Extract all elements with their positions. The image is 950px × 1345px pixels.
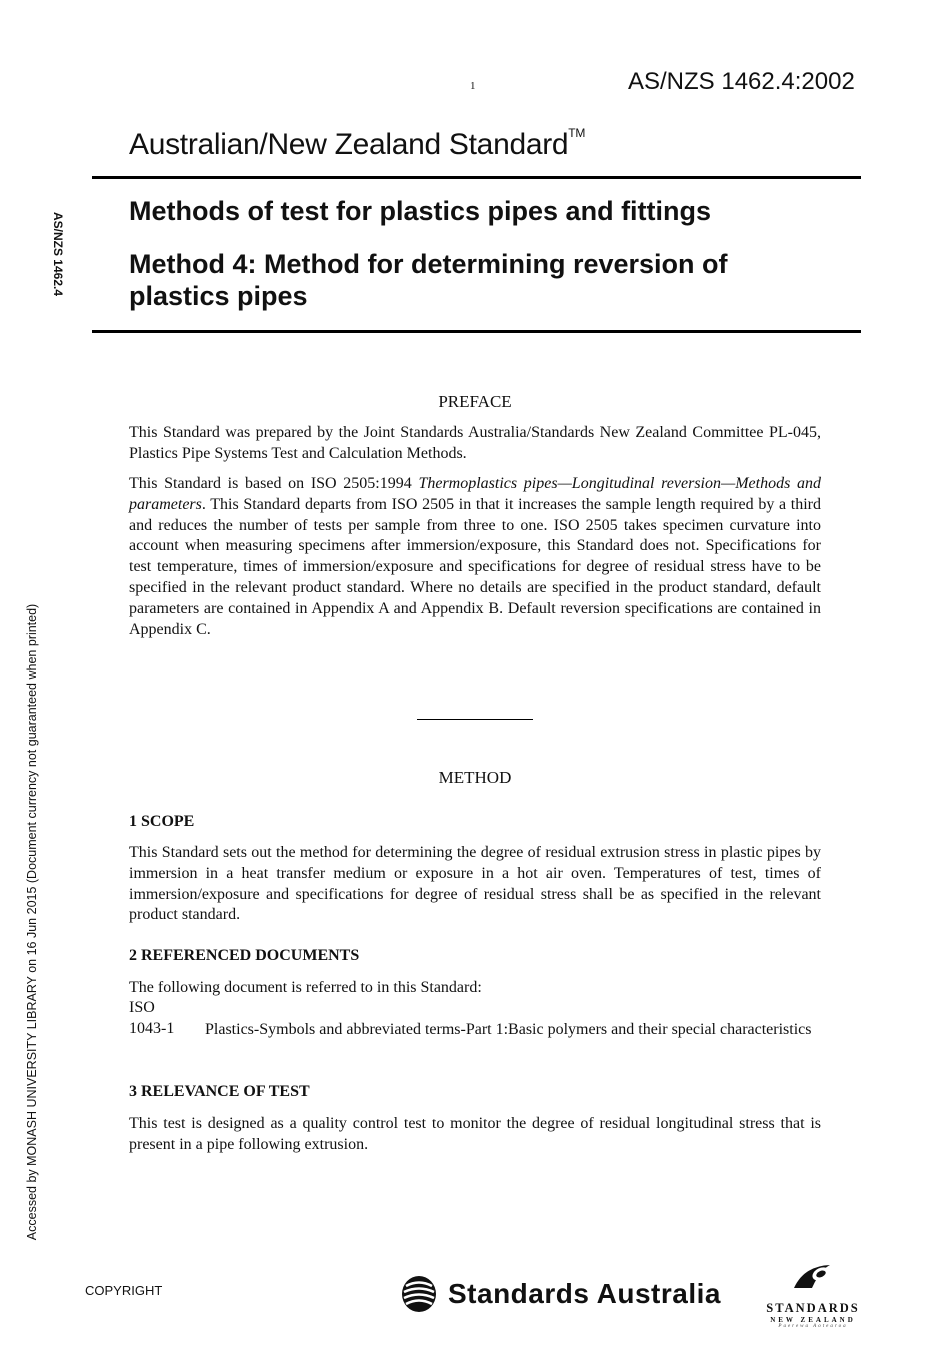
snz-wordmark: STANDARDS: [766, 1301, 860, 1315]
snz-tagline: Paerewa Aotearoa: [778, 1324, 848, 1329]
copyright-label: COPYRIGHT: [85, 1283, 163, 1298]
preface-p2-rest: . This Standard departs from ISO 2505 in that it increases the sample length required by a third and reduces the number of tests per sample from three to one. ISO 2505 takes specimen curvature into account when measuring specimens after immersion/exposure, this Standard does not. Specifications for test temperature, times of immersion/exposure and specifications for degree of residual stress have to be specified in the relevant product standard. Where no details are specified in the product standard, default parameters are contained in Appendix A and Appendix B. Default reversion specifications are contained in Appendix C.: [129, 495, 821, 638]
standards-new-zealand-logo: [752, 1262, 874, 1329]
method-heading: METHOD: [438, 768, 512, 787]
referenced-documents-intro: The following document is referred to in this Standard:: [129, 979, 482, 996]
title-rule-bottom: [92, 330, 861, 333]
preface-paragraph-1: This Standard was prepared by the Joint Standards Australia/Standards New Zealand Committee PL-045, Plastics Pipe Systems Test and Calculation Methods.: [129, 424, 821, 462]
method-title: Method 4: Method for determining reversion of plastics pipes: [129, 249, 728, 311]
standard-number: AS/NZS 1462.4:2002: [628, 68, 855, 95]
section-heading-referenced-documents: 2 REFERENCED DOCUMENTS: [129, 947, 360, 964]
side-standard-code: AS/NZS 1462.4: [51, 211, 65, 297]
preface-heading: PREFACE: [438, 392, 512, 411]
section-heading-scope: 1 SCOPE: [129, 813, 195, 830]
preface-p2-lead: This Standard is based on ISO 2505:1994: [129, 475, 419, 492]
standards-australia-wordmark: Standards Australia: [448, 1278, 721, 1309]
reference-code: 1043-1: [129, 1020, 175, 1037]
scope-text: This Standard sets out the method for determining the degree of residual extrusion stress in plastic pipes by immersion in a heat transfer medium or exposure in a hot air oven. Temperatures of test, times of immersion/exposure and specifications for degree of residual stress shall be as specified in the relevant product standard.: [129, 844, 821, 924]
iso-title-italic: Thermoplastics pipes—Longitudinal reversion—Methods and parameters: [129, 475, 822, 513]
section-heading-relevance: 3 RELEVANCE OF TEST: [129, 1083, 310, 1100]
title-rule-top: [92, 176, 861, 179]
section-divider: [417, 719, 533, 720]
page-number: 1: [470, 80, 476, 92]
standard-heading: [129, 128, 585, 162]
preface-paragraph-2: [129, 474, 821, 640]
document-title: Methods of test for plastics pipes and fittings: [129, 196, 712, 226]
standards-new-zealand-emblem-icon: [790, 1262, 836, 1292]
relevance-text: This test is designed as a quality control test to monitor the degree of residual longitudinal stress that is present in a pipe following extrusion.: [129, 1115, 821, 1153]
reference-description: Plastics-Symbols and abbreviated terms-Part 1:Basic polymers and their special characteristics: [205, 1021, 812, 1038]
standard-heading-text: Australian/New Zealand Standard: [129, 128, 569, 161]
standards-australia-logo: [400, 1274, 721, 1314]
trademark-mark: TM: [568, 126, 586, 140]
access-watermark: Accessed by MONASH UNIVERSITY LIBRARY on 16 Jun 2015 (Document currency not guaranteed when printed): [25, 603, 39, 1241]
standards-australia-emblem-icon: [400, 1274, 438, 1314]
reference-organization: ISO: [129, 999, 155, 1016]
snz-subtitle: NEW ZEALAND: [770, 1316, 856, 1324]
